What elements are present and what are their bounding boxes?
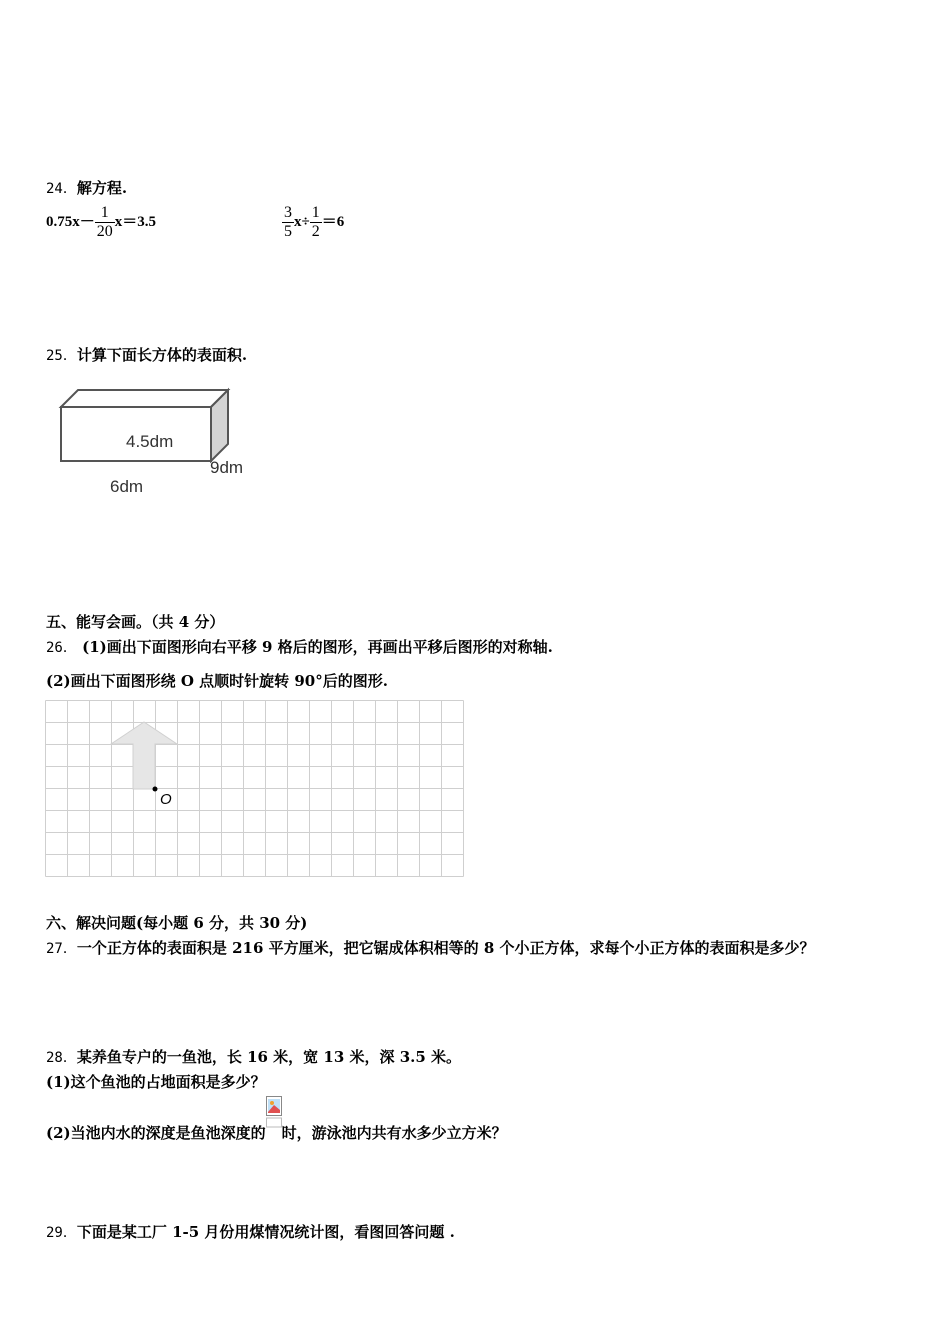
q26-part1-text: (1)画出下面图形向右平移 9 格后的图形，再画出平移后图形的对称轴.	[82, 638, 553, 656]
q26-number: 26．	[46, 640, 77, 656]
eq1-frac-numerator: 1	[100, 204, 109, 221]
q29-text: 下面是某工厂 1-5 月份用煤情况统计图，看图回答问题 .	[76, 1223, 455, 1241]
arrow-shape	[111, 722, 177, 789]
eq1-frac-denominator: 20	[96, 223, 113, 240]
q28-part2-after: 时，游泳池内共有水多少立方米？	[281, 1124, 507, 1142]
grid-lines	[46, 701, 464, 877]
point-o-label: O	[160, 791, 172, 808]
eq2-frac1-denominator: 5	[284, 223, 292, 240]
q28-part1: (1)这个鱼池的占地面积是多少？	[46, 1073, 266, 1091]
q25-title: 计算下面长方体的表面积.	[76, 346, 248, 364]
eq1-lead: 0.75x－	[46, 213, 95, 230]
eq1-fraction	[95, 204, 115, 241]
q24-equation-1	[46, 204, 156, 241]
q26-part1	[46, 636, 553, 657]
q28-number: 28．	[46, 1050, 77, 1066]
broken-image-icon	[266, 1110, 282, 1142]
eq2-frac2-denominator: 2	[311, 223, 320, 240]
eq2-frac1-numerator: 3	[284, 204, 292, 221]
q24-heading	[46, 177, 127, 198]
q27-number: 27．	[46, 941, 77, 957]
q25-number: 25．	[46, 348, 77, 364]
q29-number: 29．	[46, 1225, 77, 1241]
q24-equation-2	[282, 204, 344, 241]
q29	[46, 1221, 455, 1242]
q28-part2	[46, 1110, 507, 1143]
q24-title: 解方程.	[76, 179, 128, 197]
q28-text: 某养鱼专户的一鱼池，长 16 米，宽 13 米，深 3.5 米。	[76, 1048, 462, 1066]
eq2-tail: ＝6	[321, 213, 345, 230]
eq2-mid: x÷	[294, 213, 310, 230]
eq1-tail: x＝3.5	[114, 213, 157, 230]
cuboid-top-face	[61, 390, 228, 407]
q26-part2: (2)画出下面图形绕 O 点顺时针旋转 90°后的图形.	[46, 672, 388, 690]
section-5-title: 五、能写会画。（共 4 分）	[46, 613, 225, 631]
q27	[46, 937, 815, 958]
cuboid-height-label: 4.5dm	[126, 432, 174, 451]
q27-text: 一个正方体的表面积是 216 平方厘米，把它锯成体积相等的 8 个小正方体，求每个小正方体的表面积是多少？	[76, 939, 815, 957]
eq2-fraction-2	[310, 204, 322, 241]
eq2-frac2-numerator: 1	[311, 204, 320, 221]
cuboid-depth-label: 9dm	[210, 458, 244, 477]
q28-part2-before: (2)当池内水的深度是鱼池深度的	[46, 1124, 266, 1142]
q25-heading	[46, 344, 247, 365]
cuboid-figure	[46, 380, 276, 510]
q24-number: 24．	[46, 181, 77, 197]
cuboid-length-label: 6dm	[110, 477, 144, 496]
grid-figure	[45, 700, 465, 878]
q28	[46, 1046, 461, 1067]
point-o	[153, 787, 158, 792]
eq2-fraction-1	[282, 204, 294, 241]
section-6-title: 六、解决问题(每小题 6 分，共 30 分)	[46, 914, 308, 932]
